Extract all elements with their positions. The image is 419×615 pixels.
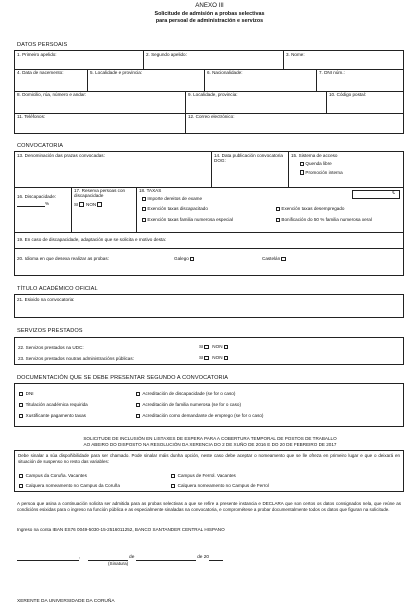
disability-line[interactable] — [17, 206, 45, 207]
language-field — [15, 248, 404, 276]
form-title: Solicitude de admisión a probas selectivas — [154, 11, 265, 17]
waitlist-coruna-any-label: Calquera nomeamento no Campus da Coruña — [25, 483, 120, 488]
call-title: CONVOCATORIA — [17, 143, 64, 149]
galician-label: Galego — [174, 256, 189, 261]
doc-disability-label: Acreditación de discapacidade (se for o caso) — [142, 391, 236, 396]
academic-title: TÍTULO ACADÉMICO OFICIAL — [17, 286, 98, 292]
name-field[interactable] — [283, 51, 404, 69]
postal-code-label: 10. Código postal: — [329, 92, 367, 97]
services-udc-label: 22. Servizos prestados na UDC: — [18, 345, 84, 350]
galician-checkbox[interactable] — [190, 257, 194, 261]
postal-code-field[interactable] — [326, 91, 404, 113]
services-udc-yes-label: SI — [199, 344, 204, 349]
waitlist-coruna-vacant-checkbox[interactable] — [19, 474, 23, 478]
fee-disabled-checkbox[interactable] — [142, 207, 146, 211]
second-surname-label: 2. Segundo apelido: — [146, 52, 187, 57]
services-box — [14, 337, 404, 365]
fee-amount-checkbox[interactable] — [142, 197, 146, 201]
services-other-no-label: NON — [212, 355, 223, 360]
fee-special-family-checkbox[interactable] — [142, 218, 146, 222]
doc-jobseeker-checkbox[interactable] — [136, 414, 140, 418]
signature-of-1: de — [129, 555, 135, 560]
free-label: Quenda libre — [305, 161, 332, 167]
academic-field[interactable] — [14, 294, 404, 318]
doc-dni-checkbox[interactable] — [19, 392, 23, 396]
year-line[interactable] — [209, 560, 223, 561]
doc-fee-checkbox[interactable] — [19, 414, 23, 418]
waitlist-title-2: AO ABEIRO DO DISPOSTO NA RESOLUCIÓN DA XERENCIA DO 2 DE XUÑO DE 2016 E DO 20 DE FEBREIRO DE 2017 — [83, 442, 337, 447]
address-label: 8. Domicilio, rúa, número e andar: — [17, 92, 87, 97]
nationality-field[interactable] — [204, 69, 316, 91]
services-other-yes-label: SI — [199, 355, 204, 360]
birth-place-label: 5. Localidade e provincia: — [90, 70, 143, 75]
birth-date-field[interactable] — [15, 69, 87, 91]
pub-date-field[interactable] — [211, 152, 288, 187]
free-checkbox[interactable] — [300, 162, 304, 166]
waitlist-title-1: SOLICITUDE DE INCLUSIÓN EN LISTAXES DE ESPERA PARA A COBERTURA TEMPORAL DE POSTOS DE TRABALLO — [83, 436, 337, 441]
birth-place-field[interactable] — [87, 69, 204, 91]
reserve-no-checkbox[interactable] — [97, 202, 101, 206]
fee-special-family-label: Exención taxas familia numerosa especial — [147, 217, 233, 222]
dni-field[interactable] — [316, 69, 404, 91]
spanish-label: Castelán — [262, 256, 281, 261]
call-box — [14, 151, 404, 276]
bank-account: Ingreso na conta IBAN ES76 0049-5030-15-2516011252, BANCO SANTANDER CENTRAL HISPANO — [17, 527, 225, 532]
doc-disability-checkbox[interactable] — [136, 392, 140, 396]
waitlist-coruna-any-checkbox[interactable] — [19, 484, 23, 488]
pub-date-label: 14. Data publicación convocatoria DOG: — [214, 153, 283, 164]
doc-degree-label: Titulación académica requirida — [25, 402, 88, 407]
doc-degree-checkbox[interactable] — [19, 403, 23, 407]
form-subtitle: para persoal de administración e servizos — [155, 18, 264, 24]
reserve-label: 17. Reserva persoas con discapacidade — [74, 188, 126, 199]
documentation-box — [14, 383, 404, 427]
signature-label: (Sinatura) — [108, 561, 129, 566]
services-udc-no-checkbox[interactable] — [224, 345, 228, 349]
waitlist-ferrol-any-checkbox[interactable] — [171, 484, 175, 488]
address-field[interactable] — [15, 91, 185, 113]
denomination-field[interactable] — [15, 152, 211, 187]
doc-jobseeker-label: Acreditación como demandante de emprego (se for o caso) — [142, 413, 264, 418]
adaptation-label: 19. En caso de discapacidade, adaptación que se solicita e motivo desta: — [17, 237, 167, 242]
fee-general-family-label: Bonificación do 50 % familia numerosa xeral — [281, 217, 372, 222]
waitlist-ferrol-vacant-label: Campus de Ferrol. Vacantes — [177, 473, 236, 478]
documentation-title: DOCUMENTACIÓN QUE SE DEBE PRESENTAR SEGUNDO A CONVOCATORIA — [17, 375, 229, 381]
email-field[interactable] — [185, 113, 404, 134]
place-line[interactable] — [17, 560, 79, 561]
fee-unemployed-label: Exención taxas desempregado — [281, 206, 345, 211]
language-label: 20. Idioma en que desexa realizar as probas: — [17, 256, 109, 261]
services-other-no-checkbox[interactable] — [224, 356, 228, 360]
month-line[interactable] — [136, 560, 196, 561]
reserve-field — [71, 187, 136, 232]
doc-fee-label: Xustificante pagamento taxas — [25, 413, 86, 418]
promotion-label: Promoción interna — [305, 169, 343, 175]
reserve-yes-label: SI — [74, 201, 79, 207]
denomination-label: 13. Denominación das prazas convocadas: — [17, 153, 105, 158]
annex-label: ANEXO III — [195, 2, 224, 9]
promotion-checkbox[interactable] — [300, 170, 304, 174]
name-label: 3. Nome: — [286, 52, 305, 57]
services-udc-no-label: NON — [212, 344, 223, 349]
signature-of-2: de 20 — [197, 555, 210, 560]
services-other-yes-checkbox[interactable] — [204, 356, 208, 360]
personal-data-title: DATOS PERSOAIS — [17, 42, 68, 48]
first-surname-field[interactable] — [15, 51, 143, 69]
dni-label: 7. DNI núm.: — [319, 70, 345, 75]
fee-unemployed-checkbox[interactable] — [276, 207, 280, 211]
fees-field — [136, 187, 404, 232]
fee-disabled-label: Exención taxas discapacitado — [147, 206, 208, 211]
adaptation-field[interactable] — [15, 232, 404, 248]
services-udc-yes-checkbox[interactable] — [204, 345, 208, 349]
fee-general-family-checkbox[interactable] — [276, 218, 280, 222]
academic-required-label: 21. Esixido na convocatoria: — [17, 297, 75, 302]
nationality-label: 6. Nacionalidade: — [207, 70, 243, 75]
waitlist-coruna-vacant-label: Campus da Coruña. Vacantes — [25, 473, 87, 478]
city-label: 9. Localidade, provincia: — [188, 92, 238, 97]
doc-family-label: Acreditación de familia numerosa (se for o caso) — [142, 402, 241, 407]
signature-comma: , — [79, 555, 81, 560]
footer-addressee: XERENTE DA UNIVERSIDADE DA CORUÑA — [17, 599, 115, 604]
fees-label: 18. TAXAS — [139, 188, 162, 193]
second-surname-field[interactable] — [143, 51, 283, 69]
waitlist-box — [14, 450, 404, 492]
access-system-label: 15. Sistema de acceso — [291, 153, 338, 158]
services-other-label: 23. Servizos prestados noutras administracións públicas: — [18, 356, 134, 361]
city-field[interactable] — [185, 91, 326, 113]
signature-line — [17, 555, 223, 561]
services-title: SERVIZOS PRESTADOS — [17, 328, 83, 334]
first-surname-label: 1. Primeiro apelido: — [17, 52, 57, 57]
access-system-field — [288, 152, 404, 187]
personal-data-box — [14, 50, 404, 134]
disability-label: 16. Discapacidade: — [17, 194, 57, 199]
doc-family-checkbox[interactable] — [136, 403, 140, 407]
euro-symbol: € — [392, 190, 395, 196]
phones-field[interactable] — [15, 113, 185, 134]
waitlist-ferrol-vacant-checkbox[interactable] — [171, 474, 175, 478]
fee-amount-input[interactable] — [352, 190, 400, 199]
waitlist-text: Debe sinalar a súa dispoñibilidade para ser chamado. Pode sinalar máis dunha opción, neste caso debe aceptar o nomeamento que se lle ofreza en primeiro lugar e que o deixará en situación de suspenso no resto das variables: — [18, 453, 400, 464]
disability-field[interactable] — [15, 187, 71, 232]
waitlist-ferrol-any-label: Calquera nomeamento no Campus de Ferrol — [177, 483, 269, 488]
reserve-yes-checkbox[interactable] — [79, 202, 83, 206]
disability-percent: % — [45, 201, 50, 207]
phones-label: 11. Teléfonos: — [17, 114, 46, 119]
doc-dni-label: DNI — [25, 391, 34, 396]
declaration-text: A persoa que asina a continuación solicita ser admitida para as probas selectivas a que se refire a presente instancia e DECLARA que son certos os datos consignados nela, que reúne as condicións esixidas para o ingreso na función pública e as especialmente sinaladas na convocatoria, e comprométese a probar documentalmente todos os datos que figuran na solicitude. — [17, 501, 401, 512]
spanish-checkbox[interactable] — [281, 257, 285, 261]
birth-date-label: 4. Data de nacemento: — [17, 70, 64, 75]
reserve-no-label: NON — [86, 201, 97, 207]
fee-amount-label: Importe dereitos de exame — [147, 196, 203, 201]
email-label: 12. Correo electrónico: — [188, 114, 235, 119]
